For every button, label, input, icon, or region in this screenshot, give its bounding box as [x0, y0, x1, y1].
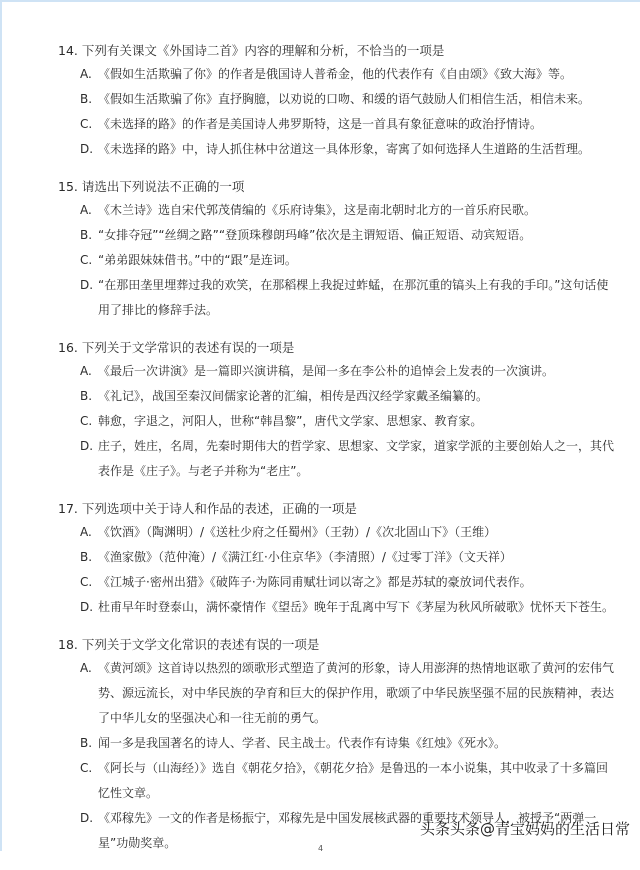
option-d [58, 273, 614, 323]
option-label: C. [80, 414, 93, 428]
option-label: C. [80, 253, 93, 267]
option-label: C. [80, 575, 93, 589]
option-label: D. [80, 439, 94, 453]
question-title: 16. 下列关于文学常识的表述有误的一项是 [58, 340, 295, 355]
option-text: 闻一多是我国著名的诗人、学者、民主战士。代表作有诗集《红烛》《死水》。 [98, 736, 507, 750]
option-text: 《江城子·密州出猎》《破阵子·为陈同甫赋壮词以寄之》都是苏轼的豪放词代表作。 [98, 575, 532, 589]
option-c [58, 248, 614, 273]
option-label: C. [80, 761, 93, 775]
option-d [58, 137, 614, 162]
option-label: D. [80, 278, 94, 292]
watermark: 头条头条@青宝妈妈的生活日常 [419, 820, 630, 838]
question-title: 14. 下列有关课文《外国诗二首》内容的理解和分析，不恰当的一项是 [58, 43, 445, 58]
option-text: 《假如生活欺骗了你》的作者是俄国诗人普希金，他的代表作有《自由颂》《致大海》等。 [98, 67, 573, 81]
option-label: B. [80, 550, 93, 564]
option-label: D. [80, 600, 94, 614]
option-b [58, 731, 614, 756]
option-label: A. [80, 203, 92, 217]
option-text: 《邓稼先》一文的作者是杨振宁，邓稼先是中国发展核武器的重要技术领导人，被授予“两弹一星”功勋奖章。 [98, 811, 597, 850]
option-a [58, 520, 614, 545]
option-text: “女排夺冠”“丝绸之路”“登顶珠穆朗玛峰”依次是主谓短语、偏正短语、动宾短语。 [98, 228, 532, 242]
option-label: C. [80, 117, 93, 131]
question-title: 15. 请选出下列说法不正确的一项 [58, 179, 245, 194]
option-text: 《木兰诗》选自宋代郭茂倩编的《乐府诗集》，这是南北朝时北方的一首乐府民歌。 [98, 203, 537, 217]
option-label: B. [80, 389, 93, 403]
document-page [58, 40, 614, 870]
option-text: 杜甫早年时登泰山，满怀豪情作《望岳》晚年于乱离中写下《茅屋为秋风所破歌》忧怀天下苍生。 [98, 600, 615, 614]
option-c [58, 409, 614, 434]
option-label: B. [80, 736, 93, 750]
question-14 [58, 40, 614, 162]
option-a [58, 656, 614, 731]
option-label: B. [80, 92, 93, 106]
option-label: D. [80, 142, 94, 156]
option-text: 《未选择的路》的作者是美国诗人弗罗斯特，这是一首具有象征意味的政治抒情诗。 [98, 117, 543, 131]
option-text: 韩愈，字退之，河阳人，世称“韩昌黎”，唐代文学家、思想家、教育家。 [98, 414, 483, 428]
option-text: 《最后一次讲演》是一篇即兴演讲稿，是闻一多在李公朴的追悼会上发表的一次演讲。 [98, 364, 555, 378]
question-17 [58, 498, 614, 620]
option-b [58, 384, 614, 409]
option-text: 《阿长与（山海经）》选自《朝花夕拾》，《朝花夕拾》是鲁迅的一本小说集，其中收录了十多篇回忆性文章。 [98, 761, 609, 800]
option-d [58, 595, 614, 620]
option-label: A. [80, 661, 92, 675]
option-text: “弟弟跟妹妹借书。”中的“跟”是连词。 [98, 253, 297, 267]
question-title: 18. 下列关于文学文化常识的表述有误的一项是 [58, 637, 320, 652]
option-c [58, 756, 614, 806]
option-label: A. [80, 525, 92, 539]
option-text: 《未选择的路》中，诗人抓住林中岔道这一具体形象，寄寓了如何选择人生道路的生活哲理。 [98, 142, 591, 156]
option-text: 《饮酒》（陶渊明）/《送杜少府之任蜀州》（王勃）/《次北固山下》（王维） [98, 525, 497, 539]
option-a [58, 359, 614, 384]
option-a [58, 62, 614, 87]
option-label: B. [80, 228, 93, 242]
option-text: 《假如生活欺骗了你》直抒胸臆，以劝说的口吻、和缓的语气鼓励人们相信生活，相信未来。 [98, 92, 591, 106]
option-label: A. [80, 67, 92, 81]
option-label: A. [80, 364, 92, 378]
option-text: 《礼记》，战国至秦汉间儒家论著的汇编，相传是西汉经学家戴圣编纂的。 [98, 389, 489, 403]
option-b [58, 223, 614, 248]
option-text: 《渔家傲》（范仲淹）/《满江红·小住京华》（李清照）/《过零丁洋》（文天祥） [98, 550, 512, 564]
option-b [58, 545, 614, 570]
option-text: 《黄河颂》这首诗以热烈的颂歌形式塑造了黄河的形象，诗人用澎湃的热情地讴歌了黄河的宏伟气势、源远流长，对中华民族的孕育和巨大的保护作用，歌颂了中华民族坚强不屈的民族精神，表达了中华儿女的坚强决心和一往无前的勇气。 [98, 661, 615, 725]
question-16 [58, 337, 614, 484]
option-c [58, 112, 614, 137]
option-text: 庄子，姓庄，名周，先秦时期伟大的哲学家、思想家、文学家，道家学派的主要创始人之一，其代表作是《庄子》。与老子并称为“老庄”。 [98, 439, 615, 478]
option-b [58, 87, 614, 112]
option-c [58, 570, 614, 595]
question-15 [58, 176, 614, 323]
option-label: D. [80, 811, 94, 825]
option-a [58, 198, 614, 223]
question-title: 17. 下列选项中关于诗人和作品的表述，正确的一项是 [58, 501, 357, 516]
page-number: 4 [318, 844, 324, 853]
option-text: “在那田垄里埋葬过我的欢笑，在那稻棵上我捉过蚱蜢，在那沉重的镐头上有我的手印。”这句话使用了排比的修辞手法。 [98, 278, 609, 317]
option-d [58, 434, 614, 484]
